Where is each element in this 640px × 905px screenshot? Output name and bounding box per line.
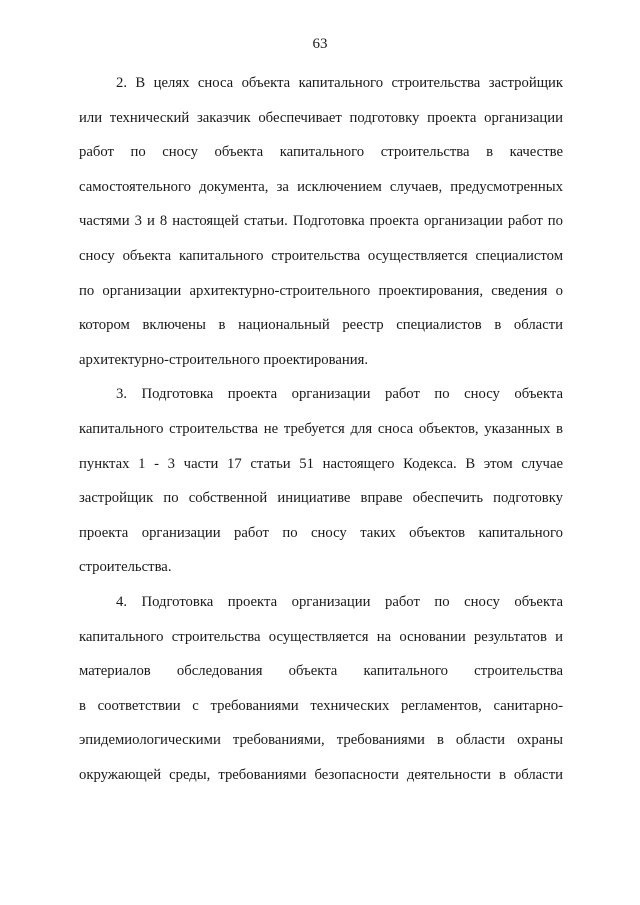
- text-line: архитектурно-строительного проектирования.: [79, 351, 369, 368]
- text-line: сносу объекта капитального строительства осуществляется специалистом: [79, 247, 563, 264]
- text-line: пунктах 1 - 3 части 17 статьи 51 настоящего Кодекса. В этом случае: [79, 455, 563, 472]
- text-line: 3. Подготовка проекта организации работ по сносу объекта: [116, 386, 563, 403]
- paragraph-4: [79, 585, 563, 793]
- text-line: окружающей среды, требованиями безопасности деятельности в области: [79, 766, 563, 783]
- text-line: по организации архитектурно-строительного проектирования, сведения о: [79, 282, 563, 299]
- text-line: частями 3 и 8 настоящей статьи. Подготовка проекта организации работ по: [79, 213, 563, 230]
- text-line: капитального строительства не требуется для сноса объектов, указанных в: [79, 420, 563, 437]
- text-line: застройщик по собственной инициативе вправе обеспечить подготовку: [79, 490, 563, 507]
- paragraph-3: [79, 377, 563, 585]
- text-line: самостоятельного документа, за исключением случаев, предусмотренных: [79, 178, 563, 195]
- text-line: 2. В целях сноса объекта капитального строительства застройщик: [116, 75, 563, 91]
- page-number: 63: [312, 36, 328, 52]
- text-line: строительства.: [79, 559, 172, 576]
- text-line: или технический заказчик обеспечивает подготовку проекта организации: [79, 109, 563, 126]
- text-line: капитального строительства осуществляется на основании результатов и: [79, 628, 563, 645]
- paragraph-2: [79, 66, 563, 377]
- text-line: котором включены в национальный реестр специалистов в области: [79, 317, 563, 334]
- text-line: проекта организации работ по сносу таких объектов капитального: [79, 524, 563, 541]
- text-line: 4. Подготовка проекта организации работ по сносу объекта: [116, 593, 563, 610]
- text-line: эпидемиологическими требованиями, требованиями в области охраны: [79, 732, 563, 749]
- text-line: материалов обследования объекта капитального строительства: [79, 663, 563, 680]
- text-line: в соответствии с требованиями технических регламентов, санитарно-: [79, 697, 563, 714]
- document-body: [79, 66, 563, 792]
- text-line: работ по сносу объекта капитального строительства в качестве: [79, 144, 563, 161]
